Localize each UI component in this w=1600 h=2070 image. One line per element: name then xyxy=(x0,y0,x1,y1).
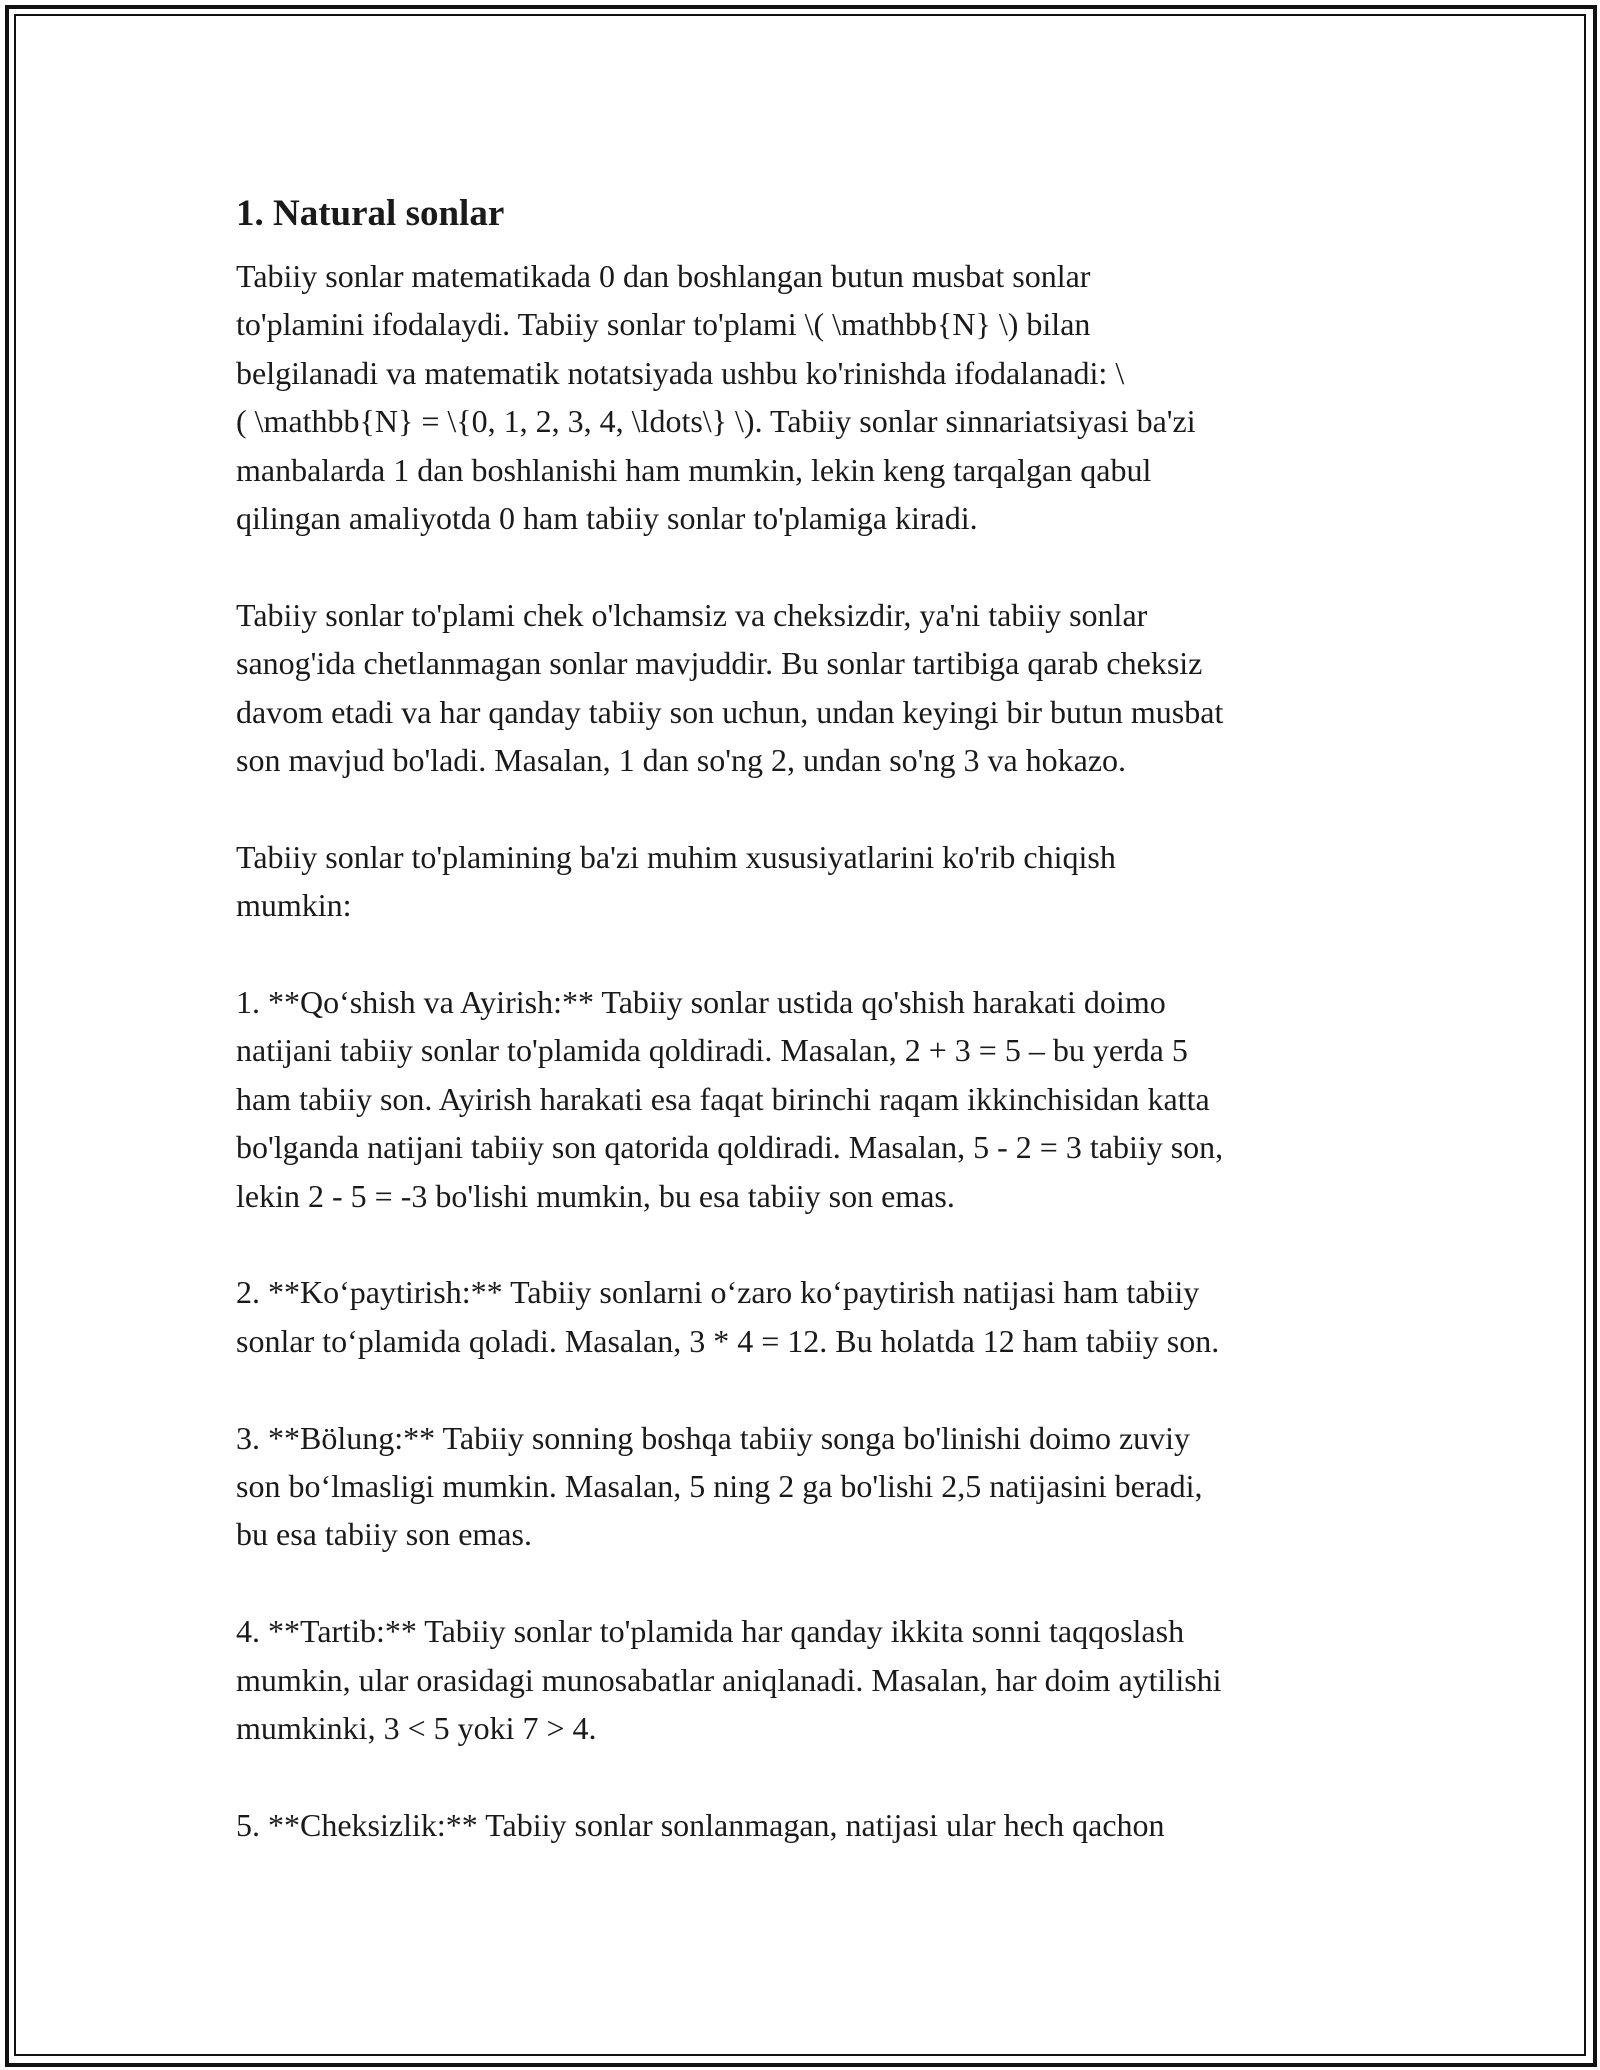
list-item-addition-subtraction: 1. **Qo‘shish va Ayirish:** Tabiiy sonlar ustida qo'shish harakati doimo natijani tabiiy sonlar to'plamida qoldiradi. Masalan, 2 + 3 = 5 – bu yerda 5 ham tabiiy son. Ayirish harakati esa faqat birinchi raqam ikkinchisidan katta bo'lganda natijani tabiiy son qatorida qoldiradi. Masalan, 5 - 2 = 3 tabiiy son, lekin 2 - 5 = -3 bo'lishi mumkin, bu esa tabiiy son emas. xyxy=(236,984,1224,1214)
paragraph-properties-intro: Tabiiy sonlar to'plamining ba'zi muhim xususiyatlarini ko'rib chiqish mumkin: xyxy=(236,838,1116,924)
section-heading: 1. Natural sonlar xyxy=(236,193,505,234)
list-item-division: 3. **Bölung:** Tabiiy sonning boshqa tabiiy songa bo'linishi doimo zuviy son bo‘lmasligi mumkin. Masalan, 5 ning 2 ga bo'lishi 2,5 natijasini beradi, bu esa tabiiy son emas. xyxy=(236,1419,1203,1553)
paragraph-infinity: Tabiiy sonlar to'plami chek o'lchamsiz va cheksizdir, ya'ni tabiiy sonlar sanog'ida chetlanmagan sonlar mavjuddir. Bu sonlar tartibiga qarab cheksiz davom etadi va har qanday tabiiy son uchun, undan keyingi bir butun musbat son mavjud bo'ladi. Masalan, 1 dan so'ng 2, undan so'ng 3 va hokazo. xyxy=(236,596,1224,779)
list-item-multiplication: 2. **Ko‘paytirish:** Tabiiy sonlarni o‘zaro ko‘paytirish natijasi ham tabiiy sonlar to‘plamida qoladi. Masalan, 3 * 4 = 12. Bu holatda 12 ham tabiiy son. xyxy=(236,1274,1220,1359)
paragraph-intro: Tabiiy sonlar matematikada 0 dan boshlangan butun musbat sonlar to'plamini ifodalaydi. Tabiiy sonlar to'plami \( \mathbb{N} \) bilan belgilanadi va matematik notatsiyada ushbu ko'rinishda ifodalanadi: \ ( \mathbb{N} = \{0, 1, 2, 3, 4, \ldots\} \). Tabiiy sonlar sinnariatsiyasi ba'zi manbalarda 1 dan boshlanishi ham mumkin, lekin keng tarqalgan qabul qilingan amaliyotda 0 ham tabiiy sonlar to'plamiga kiradi. xyxy=(236,258,1196,537)
list-item-order: 4. **Tartib:** Tabiiy sonlar to'plamida har qanday ikkita sonni taqqoslash mumkin, ular orasidagi munosabatlar aniqlanadi. Masalan, har doim aytilishi mumkinki, 3 < 5 yoki 7 > 4. xyxy=(236,1613,1222,1747)
document-body xyxy=(236,186,1381,1898)
list-item-infinity: 5. **Cheksizlik:** Tabiiy sonlar sonlanmagan, natijasi ular hech qachon xyxy=(236,1806,1165,1843)
